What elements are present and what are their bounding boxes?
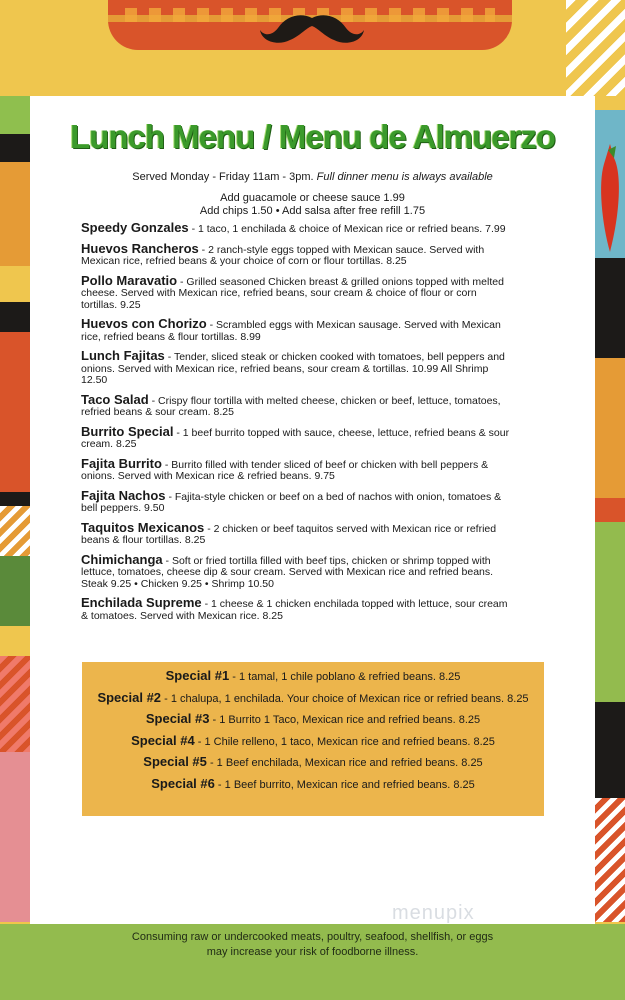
special-item [82,669,544,691]
special-name: Special #5 [143,754,207,769]
menu-item-description: - 1 cheese & 1 chicken enchilada topped with lettuce, sour cream & tomatoes. Served with Mexican rice. 8.25 [81,598,508,622]
addon-line: Add chips 1.50 • Add salsa after free refill 1.75 [199,205,426,217]
menu-item-description: - 2 chicken or beef taquitos served with Mexican rice or refried beans & flour tortillas. 8.25 [81,522,497,546]
served-hours [30,171,595,183]
menu-item-description: - 1 beef burrito topped with sauce, cheese, lettuce, refried beans & sour cream. 8.25 [81,426,510,450]
special-description: - 1 Beef burrito, Mexican rice and refried beans. 8.25 [214,778,475,791]
mustache-icon [260,12,364,46]
special-description: - 1 chalupa, 1 enchilada. Your choice of Mexican rice or refried beans. 8.25 [161,692,529,705]
menu-card [30,96,595,924]
special-item [82,755,544,777]
addon-line: Add guacamole or cheese sauce 1.99 [220,192,405,204]
menu-item-name: Burrito Special [81,423,174,439]
health-notice-line: Consuming raw or undercooked meats, poultry, seafood, shellfish, or eggs [131,931,494,943]
menu-item [81,519,511,547]
menu-item [81,272,511,312]
menu-item-description: - Grilled seasoned Chicken breast & grilled onions topped with melted cheese. Served with Mexican rice, refried beans, sour cream & choice of flour or corn tortillas. 9.25 [81,275,504,311]
special-name: Special #6 [151,775,215,791]
menu-item [81,551,511,591]
special-name: Special #4 [131,732,195,748]
menu-item-name: Enchilada Supreme [81,595,202,610]
special-name: Special #3 [145,711,210,726]
menu-item-name: Lunch Fajitas [81,348,165,363]
menu-item-name: Pollo Maravatio [81,272,178,288]
special-item [82,734,544,756]
menu-item [81,391,511,419]
left-decorative-border [0,96,30,924]
menu-item-description: - Tender, sliced steak or chicken cooked with tomatoes, bell peppers and onions. Served with Mexican rice, refried beans, sour cream & tortillas. 10.99 All Shrimp 12.50 [81,351,505,386]
served-hours-text: Served Monday - Friday 11am - 3pm. [132,171,314,183]
special-name: Special #2 [97,689,162,705]
specials-box [82,662,544,816]
menu-item [81,423,511,451]
addons-info [30,192,595,218]
health-notice [0,930,625,960]
menu-item-name: Fajita Nachos [81,487,166,503]
menu-item-name: Taco Salad [81,391,149,407]
menu-item-name: Chimichanga [81,551,163,567]
menu-item [81,222,511,236]
page-title: Lunch Menu / Menu de Almuerzo [70,118,555,155]
special-item [82,777,544,799]
menu-item-name: Fajita Burrito [81,455,162,471]
menu-item-description: - 2 ranch-style eggs topped with Mexican sauce. Served with Mexican rice, refried beans & your choice of corn or flour tortillas. 8.25 [81,243,485,267]
served-note: Full dinner menu is always available [316,171,493,183]
menu-item [81,318,511,343]
special-description: - 1 Burrito 1 Taco, Mexican rice and refried beans. 8.25 [209,714,481,726]
special-name: Special #1 [165,668,230,683]
menu-item [81,455,511,483]
menu-item-description: - Soft or fried tortilla filled with beef tips, chicken or shrimp topped with lettuce, tomatoes, cheese dip & sour cream. Served with Mexican rice and refried beans. Steak 9.25 • Chicken 9.25 • Shrimp 10.50 [81,554,494,590]
watermark: menupix [392,902,475,924]
menu-item-description: - Fajita-style chicken or beef on a bed of nachos with onion, tomatoes & bell peppers. 9.50 [81,490,502,514]
special-description: - 1 Beef enchilada, Mexican rice and refried beans. 8.25 [206,757,483,769]
special-description: - 1 tamal, 1 chile poblano & refried beans. 8.25 [229,671,461,683]
menu-item-name: Speedy Gonzales [81,220,189,235]
menu-item-name: Huevos con Chorizo [81,316,207,331]
chili-pepper-icon [596,144,622,254]
special-item [82,691,544,713]
health-notice-line: may increase your risk of foodborne illness. [206,946,419,958]
menu-item-name: Huevos Rancheros [81,240,199,256]
corner-stripes [566,0,625,110]
menu-item-description: - 1 taco, 1 enchilada & choice of Mexican rice or refried beans. 7.99 [188,223,506,235]
menu-item [81,240,511,268]
menu-item-name: Taquitos Mexicanos [81,519,205,535]
special-item [82,712,544,734]
menu-items-list [81,222,511,629]
special-description: - 1 Chile relleno, 1 taco, Mexican rice and refried beans. 8.25 [194,735,495,748]
menu-item [81,350,511,387]
menu-item [81,487,511,515]
menu-item [81,597,511,622]
menu-item-description: - Scrambled eggs with Mexican sausage. Served with Mexican rice, refried beans & flour tortillas. 8.99 [81,319,501,343]
menu-item-description: - Crispy flour tortilla with melted cheese, chicken or beef, lettuce, tomatoes, refried beans & sour cream. 8.25 [81,394,501,418]
menu-item-description: - Burrito filled with tender sliced of beef or chicken with bell peppers & onions. Served with Mexican rice & refried beans. 9.75 [81,458,489,482]
